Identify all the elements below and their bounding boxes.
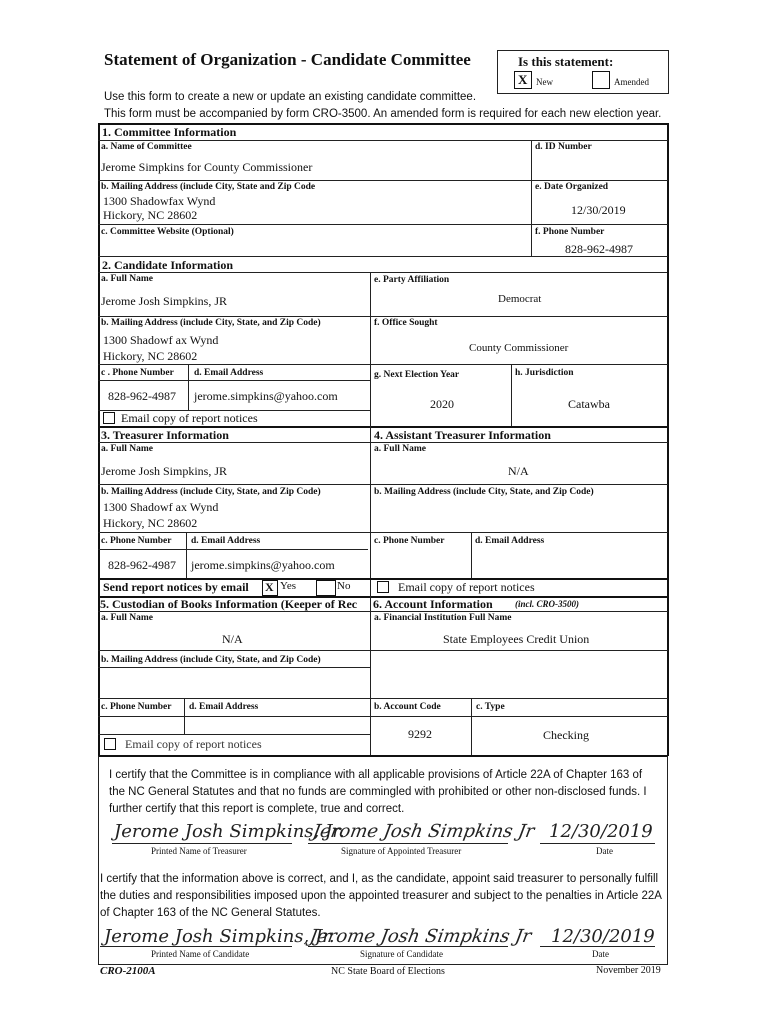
treasurer-phone-label: c. Phone Number	[101, 536, 172, 546]
custodian-name-label: a. Full Name	[101, 613, 153, 623]
asst-treasurer-email-copy-label: Email copy of report notices	[398, 580, 535, 594]
treasurer-phone-value: 828-962-4987	[108, 558, 176, 572]
assistant-treasurer-heading: 4. Assistant Treasurer Information	[374, 428, 551, 442]
treasurer-name-value: Jerome Josh Simpkins, JR	[101, 464, 228, 478]
candidate-address-line-2: Hickory, NC 28602	[103, 349, 198, 363]
candidate-printed-name-label: Printed Name of Candidate	[151, 949, 250, 959]
committee-address-label: b. Mailing Address (include City, State and Zip Code	[101, 182, 316, 192]
statement-heading: Is this statement:	[518, 54, 614, 69]
candidate-email-label: d. Email Address	[194, 368, 264, 378]
custodian-name-value: N/A	[222, 632, 243, 646]
send-notices-no-label: No	[337, 580, 351, 592]
form-title: Statement of Organization - Candidate Committee	[104, 50, 471, 69]
committee-name-label: a. Name of Committee	[101, 142, 192, 152]
candidate-date-label: Date	[592, 949, 609, 959]
treasurer-certify-line-2: the NC General Statutes and that no funds are commingled with prohibited or other non-disclosed funds. I	[109, 786, 647, 798]
candidate-address-label: b. Mailing Address (include City, State, and Zip Code)	[101, 318, 321, 328]
candidate-date-handwritten: 12/30/2019	[551, 926, 655, 947]
statement-type-box	[497, 50, 669, 94]
date-organized-label: e. Date Organized	[535, 182, 609, 192]
amended-checkbox[interactable]	[592, 71, 610, 89]
account-code-label: b. Account Code	[374, 702, 441, 712]
new-label: New	[536, 77, 553, 87]
send-notices-yes-box[interactable]	[262, 580, 278, 596]
intro-line-2: This form must be accompanied by form CRO-3500. An amended form is required for each new election year.	[104, 108, 662, 120]
send-notices-yes-label: Yes	[280, 580, 297, 592]
treasurer-info-heading: 3. Treasurer Information	[101, 428, 229, 442]
custodian-email-label: d. Email Address	[189, 702, 259, 712]
treasurer-email-value: jerome.simpkins@yahoo.com	[191, 558, 335, 572]
account-type-label: c. Type	[476, 702, 505, 712]
new-checkbox-mark: X	[518, 72, 528, 87]
next-election-year-value: 2020	[430, 397, 454, 411]
jurisdiction-value: Catawba	[568, 397, 610, 411]
asst-treasurer-email-label: d. Email Address	[475, 536, 545, 546]
candidate-phone-label: c . Phone Number	[101, 368, 174, 378]
amended-label: Amended	[614, 77, 649, 87]
candidate-certify-line-1: I certify that the information above is correct, and I, as the candidate, appoint said treasurer to personally fulfill	[100, 873, 659, 885]
footer-form-id: CRO-2100A	[100, 965, 156, 977]
custodian-email-copy-checkbox[interactable]	[104, 738, 116, 750]
website-label: c. Committee Website (Optional)	[101, 227, 234, 237]
candidate-name-value: Jerome Josh Simpkins, JR	[101, 294, 228, 308]
party-affiliation-value: Democrat	[498, 293, 542, 305]
send-notices-no-box[interactable]	[316, 580, 336, 596]
treasurer-name-label: a. Full Name	[101, 444, 153, 454]
id-number-label: d. ID Number	[535, 142, 592, 152]
treasurer-email-label: d. Email Address	[191, 536, 261, 546]
account-info-heading: 6. Account Information	[373, 597, 493, 611]
office-sought-label: f. Office Sought	[374, 318, 438, 328]
treasurer-signature-label: Signature of Appointed Treasurer	[341, 846, 462, 856]
financial-institution-value: State Employees Credit Union	[443, 632, 590, 646]
asst-treasurer-name-value: N/A	[508, 464, 529, 478]
candidate-signature: Jerome Josh Simpkins Jr	[308, 926, 533, 947]
account-type-value: Checking	[543, 728, 589, 742]
candidate-address-line-1: 1300 Shadowf ax Wynd	[103, 333, 219, 347]
asst-treasurer-phone-label: c. Phone Number	[374, 536, 445, 546]
account-code-value: 9292	[408, 727, 432, 741]
office-sought-value: County Commissioner	[469, 342, 569, 354]
treasurer-date-label: Date	[596, 846, 613, 856]
account-info-note: (incl. CRO-3500)	[515, 599, 579, 609]
custodian-address-label: b. Mailing Address (include City, State, and Zip Code)	[101, 655, 321, 665]
footer-board: NC State Board of Elections	[331, 966, 445, 977]
candidate-certify-line-2: the duties and responsibilities imposed upon the appointed treasurer and subject to the penalties in Article 22A	[100, 890, 662, 902]
committee-address-line-2: Hickory, NC 28602	[103, 208, 198, 222]
party-affiliation-label: e. Party Affiliation	[374, 275, 450, 285]
custodian-phone-label: c. Phone Number	[101, 702, 172, 712]
treasurer-signature: Jerome Josh Simpkins Jr	[311, 821, 536, 842]
candidate-signature-label: Signature of Candidate	[360, 949, 443, 959]
committee-name-value: Jerome Simpkins for County Commissioner	[101, 160, 313, 174]
candidate-info-heading: 2. Candidate Information	[102, 258, 234, 272]
candidate-email-copy-label: Email copy of report notices	[121, 411, 258, 425]
phone-number-value: 828-962-4987	[565, 242, 633, 256]
date-organized-value: 12/30/2019	[571, 203, 626, 217]
financial-institution-label: a. Financial Institution Full Name	[374, 613, 512, 623]
intro-line-1: Use this form to create a new or update an existing candidate committee.	[104, 91, 477, 103]
treasurer-certify-line-1: I certify that the Committee is in compliance with all applicable provisions of Article 22A of Chapter 163 of	[109, 769, 643, 781]
candidate-phone-value: 828-962-4987	[108, 389, 176, 403]
asst-treasurer-name-label: a. Full Name	[374, 444, 426, 454]
candidate-email-copy-checkbox[interactable]	[103, 412, 115, 424]
custodian-email-copy-label: Email copy of report notices	[125, 737, 262, 751]
asst-treasurer-address-label: b. Mailing Address (include City, State, and Zip Code)	[374, 487, 594, 497]
footer-date: November 2019	[596, 965, 661, 976]
treasurer-certify-line-3: further certify that this report is complete, true and correct.	[109, 803, 405, 815]
send-notices-label: Send report notices by email	[103, 580, 249, 594]
treasurer-printed-name-handwritten: Jerome Josh Simpkins, Jr.	[114, 821, 345, 842]
treasurer-address-line-1: 1300 Shadowf ax Wynd	[103, 500, 219, 514]
candidate-certify-line-3: of Chapter 163 of the NC General Statutes.	[100, 907, 321, 919]
treasurer-address-line-2: Hickory, NC 28602	[103, 516, 198, 530]
candidate-printed-name-handwritten: Jerome Josh Simpkins, Jr.	[104, 926, 335, 947]
treasurer-date-handwritten: 12/30/2019	[549, 821, 653, 842]
asst-treasurer-email-copy-checkbox[interactable]	[377, 581, 389, 593]
candidate-email-value: jerome.simpkins@yahoo.com	[194, 389, 338, 403]
jurisdiction-label: h. Jurisdiction	[515, 368, 574, 378]
committee-address-line-1: 1300 Shadowfax Wynd	[103, 194, 216, 208]
treasurer-printed-name-label: Printed Name of Treasurer	[151, 846, 247, 856]
next-election-year-label: g. Next Election Year	[374, 370, 460, 380]
phone-number-label: f. Phone Number	[535, 227, 605, 237]
custodian-heading: 5. Custodian of Books Information (Keeper of Rec	[100, 597, 358, 611]
new-checkbox[interactable]	[514, 71, 532, 89]
candidate-name-label: a. Full Name	[101, 274, 153, 284]
committee-info-heading: 1. Committee Information	[102, 125, 237, 139]
send-notices-yes-mark: X	[265, 580, 274, 594]
treasurer-address-label: b. Mailing Address (include City, State, and Zip Code)	[101, 487, 321, 497]
